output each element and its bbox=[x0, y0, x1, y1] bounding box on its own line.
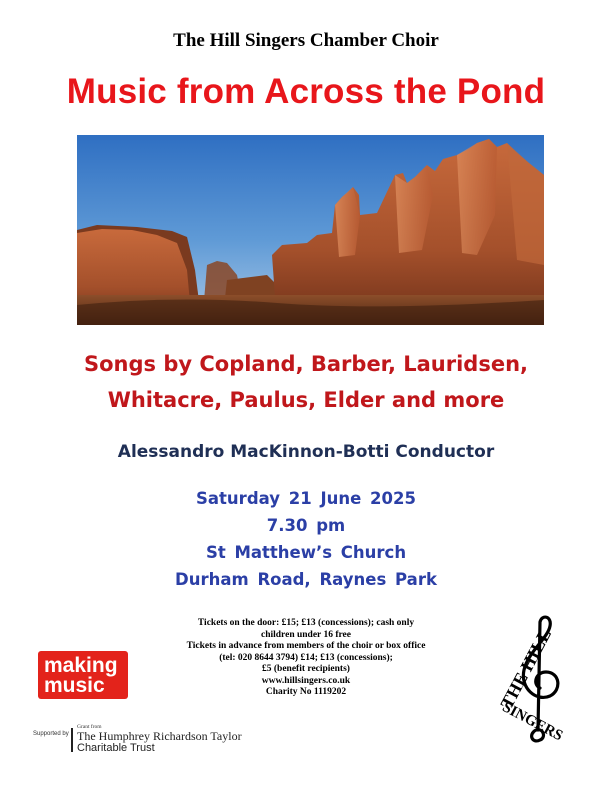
event-venue: St Matthew’s Church bbox=[205, 543, 407, 562]
making-music-logo bbox=[38, 651, 128, 699]
ticket-line: Tickets on the door: £15; £13 (concessions); cash only bbox=[197, 618, 415, 628]
grant-label: Grant from bbox=[77, 724, 102, 730]
svg-text:THE HILL: THE HILL bbox=[496, 625, 556, 712]
event-time: 7.30 pm bbox=[266, 516, 346, 535]
ticket-line: Tickets in advance from members of the choir or box office bbox=[186, 641, 426, 651]
concert-title: Music from Across the Pond bbox=[66, 72, 546, 111]
program-line-2: Whitacre, Paulus, Elder and more bbox=[107, 388, 505, 412]
hill-singers-logo bbox=[488, 612, 588, 754]
ticket-line: children under 16 free bbox=[261, 629, 351, 640]
ticket-info bbox=[150, 618, 462, 699]
charity-number: Charity No 1119202 bbox=[265, 687, 347, 697]
choir-name: The Hill Singers Chamber Choir bbox=[173, 30, 439, 51]
logo-text-top bbox=[496, 625, 555, 712]
canyon-photo bbox=[77, 135, 544, 325]
trust-name: The Humphrey Richardson Taylor bbox=[77, 729, 242, 743]
event-date: Saturday 21 June 2025 bbox=[196, 489, 416, 508]
program-line-1: Songs by Copland, Barber, Lauridsen, bbox=[83, 352, 528, 376]
conductor: Alessandro MacKinnon-Botti Conductor bbox=[117, 442, 495, 462]
svg-text:SINGERS: SINGERS bbox=[499, 699, 566, 745]
website[interactable]: www.hillsingers.co.uk bbox=[261, 675, 351, 686]
event-address: Durham Road, Raynes Park bbox=[175, 570, 437, 589]
making-music-line-2: music bbox=[44, 674, 105, 697]
ticket-line: £5 (benefit recipients) bbox=[262, 664, 350, 674]
trust-subtitle: Charitable Trust bbox=[77, 742, 155, 754]
ticket-line: (tel: 020 8644 3794) £14; £13 (concessions); bbox=[219, 652, 393, 663]
supported-by-label: Supported by bbox=[33, 731, 69, 737]
making-music-line-1: making bbox=[44, 654, 118, 677]
sponsor-divider bbox=[71, 728, 73, 752]
